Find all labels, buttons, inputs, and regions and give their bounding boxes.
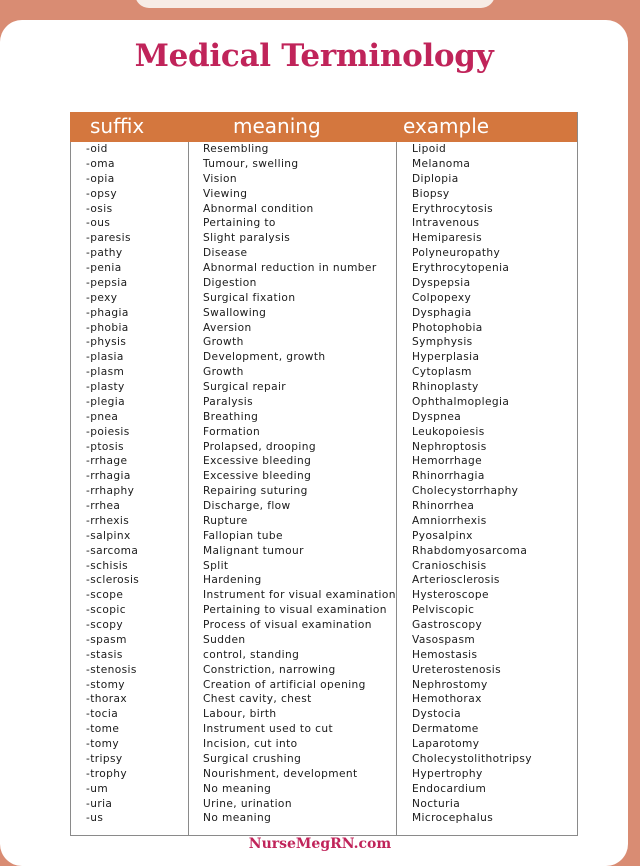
cell-meaning: Discharge, flow — [203, 500, 291, 512]
cell-meaning: Incision, cut into — [203, 738, 298, 750]
cell-meaning: Paralysis — [203, 395, 254, 408]
cell-suffix: -rrhaphy — [86, 485, 135, 498]
cell-suffix: -scopy — [86, 619, 124, 631]
table-row — [70, 484, 577, 499]
cell-example: Vasospasm — [412, 633, 476, 646]
cell-example: Diplopia — [412, 172, 459, 185]
cell-example: Dysphagia — [412, 306, 472, 319]
cell-example: Microcephalus — [412, 812, 494, 825]
cell-suffix: -oma — [86, 157, 115, 170]
cell-suffix: -physis — [86, 336, 127, 349]
table-row — [70, 603, 577, 618]
table-row — [70, 588, 577, 603]
cell-suffix: -ptosis — [86, 440, 124, 453]
page-title: Medical Terminology — [134, 38, 494, 74]
cell-example: Intravenous — [412, 217, 480, 230]
cell-suffix: -rrhage — [86, 455, 128, 468]
cell-example: Cholecystorrhaphy — [412, 485, 519, 498]
table-row — [70, 157, 577, 172]
table-row — [70, 395, 577, 410]
table-row — [70, 321, 577, 336]
cell-meaning: control, standing — [203, 648, 300, 661]
cell-suffix: -pexy — [86, 291, 118, 304]
cell-meaning: Growth — [203, 336, 244, 349]
header-suffix: suffix — [90, 114, 145, 138]
table-header — [70, 112, 577, 142]
table-row — [70, 618, 577, 633]
cell-example: Laparotomy — [412, 738, 480, 750]
cell-suffix: -scope — [86, 589, 124, 602]
cell-meaning: Aversion — [203, 321, 252, 334]
cell-suffix: -osis — [86, 202, 113, 215]
cell-suffix: -plegia — [86, 395, 125, 408]
cell-example: Polyneuropathy — [412, 247, 501, 260]
cell-suffix: -pathy — [86, 247, 123, 260]
cell-suffix: -stasis — [86, 648, 123, 661]
cell-suffix: -plasty — [86, 381, 125, 393]
cell-suffix: -us — [86, 812, 104, 825]
cell-meaning: Disease — [203, 247, 248, 260]
cell-example: Erythrocytosis — [412, 202, 494, 215]
cell-meaning: Split — [203, 559, 229, 572]
cell-suffix: -poiesis — [86, 425, 130, 438]
table-row — [70, 440, 577, 455]
table-row — [70, 529, 577, 544]
table-row — [70, 469, 577, 484]
cell-example: Gastroscopy — [412, 619, 483, 631]
cell-meaning: Instrument for visual examination — [203, 589, 396, 602]
cell-example: Endocardium — [412, 782, 487, 795]
cell-suffix: -opsy — [86, 187, 118, 200]
cell-meaning: Rupture — [203, 514, 248, 527]
cell-meaning: Abnormal condition — [203, 202, 314, 215]
cell-meaning: Repairing suturing — [203, 485, 308, 498]
cell-meaning: Urine, urination — [203, 797, 292, 810]
cell-meaning: Breathing — [203, 410, 259, 423]
cell-suffix: -um — [86, 782, 109, 795]
cell-suffix: -thorax — [86, 693, 128, 706]
table-row — [70, 767, 577, 782]
cell-example: Symphysis — [412, 336, 473, 349]
table-row — [70, 380, 577, 395]
cell-suffix: -uria — [86, 797, 113, 810]
cell-example: Dermatome — [412, 723, 479, 736]
cell-suffix: -phagia — [86, 306, 129, 319]
cell-example: Dyspnea — [412, 410, 462, 423]
cell-example: Hyperplasia — [412, 351, 480, 364]
cell-suffix: -trophy — [86, 767, 128, 780]
cell-meaning: Constriction, narrowing — [203, 663, 336, 676]
table-row — [70, 231, 577, 246]
table-row — [70, 707, 577, 722]
cell-suffix: -sarcoma — [86, 544, 139, 557]
cell-example: Biopsy — [412, 187, 450, 200]
cell-example: Rhinoplasty — [412, 381, 479, 393]
table-row — [70, 187, 577, 202]
cell-suffix: -stomy — [86, 678, 125, 691]
cell-example: Nocturia — [412, 797, 461, 810]
cell-example: Rhinorrhea — [412, 500, 475, 512]
cell-example: Nephroptosis — [412, 440, 487, 453]
cell-example: Hemorrhage — [412, 455, 483, 468]
table-row — [70, 811, 577, 826]
cell-example: Melanoma — [412, 157, 471, 170]
cell-suffix: -ous — [86, 217, 111, 230]
cell-meaning: No meaning — [203, 812, 272, 825]
table-row — [70, 752, 577, 767]
table-row — [70, 306, 577, 321]
cell-example: Ophthalmoplegia — [412, 395, 510, 408]
cell-example: Hemostasis — [412, 648, 478, 661]
footer-site: NurseMegRN.com — [248, 836, 392, 852]
cell-example: Leukopoiesis — [412, 425, 485, 438]
table-row — [70, 425, 577, 440]
cell-example: Hysteroscope — [412, 589, 489, 602]
cell-suffix: -penia — [86, 262, 122, 274]
cell-example: Cranioschisis — [412, 559, 487, 572]
table-row — [70, 454, 577, 469]
table-row — [70, 246, 577, 261]
table-row — [70, 142, 577, 157]
table-row — [70, 544, 577, 559]
cell-example: Cytoplasm — [412, 366, 472, 379]
cell-example: Hemothorax — [412, 693, 482, 706]
cell-meaning: Development, growth — [203, 351, 326, 364]
cell-suffix: -tocia — [86, 708, 119, 721]
cell-meaning: Surgical crushing — [203, 752, 302, 765]
cell-suffix: -stenosis — [86, 663, 137, 676]
cell-meaning: No meaning — [203, 782, 272, 795]
cell-meaning: Slight paralysis — [203, 232, 291, 245]
table-row — [70, 782, 577, 797]
cell-example: Hemiparesis — [412, 232, 482, 245]
table-row — [70, 722, 577, 737]
table-row — [70, 202, 577, 217]
cell-meaning: Surgical repair — [203, 381, 287, 393]
cell-meaning: Swallowing — [203, 306, 267, 319]
header-meaning: meaning — [233, 114, 321, 138]
cell-meaning: Nourishment, development — [203, 767, 358, 780]
cell-meaning: Abnormal reduction in number — [203, 262, 377, 274]
table-row — [70, 559, 577, 574]
cell-meaning: Growth — [203, 366, 244, 379]
table-row — [70, 692, 577, 707]
cell-meaning: Pertaining to — [203, 217, 276, 230]
table-body — [70, 142, 577, 826]
table-row — [70, 499, 577, 514]
cell-meaning: Formation — [203, 425, 261, 438]
cell-meaning: Vision — [203, 172, 238, 185]
cell-meaning: Surgical fixation — [203, 291, 296, 304]
table-row — [70, 365, 577, 380]
top-card-edge — [135, 0, 495, 8]
cell-suffix: -rrhagia — [86, 470, 131, 483]
cell-suffix: -spasm — [86, 633, 127, 646]
cell-suffix: -rrhea — [86, 500, 121, 512]
table-row — [70, 291, 577, 306]
cell-meaning: Chest cavity, chest — [203, 693, 312, 706]
cell-meaning: Excessive bleeding — [203, 455, 312, 468]
table-row — [70, 216, 577, 231]
table-row — [70, 797, 577, 812]
table-row — [70, 410, 577, 425]
cell-example: Photophobia — [412, 321, 483, 334]
cell-suffix: -oid — [86, 143, 108, 155]
cell-meaning: Instrument used to cut — [203, 723, 333, 736]
cell-suffix: -schisis — [86, 559, 129, 572]
table-row — [70, 648, 577, 663]
cell-example: Dystocia — [412, 708, 462, 721]
header-example: example — [403, 114, 490, 138]
table-row — [70, 663, 577, 678]
cell-example: Lipoid — [412, 143, 447, 155]
cell-meaning: Creation of artificial opening — [203, 678, 366, 691]
cell-suffix: -pepsia — [86, 276, 128, 289]
cell-meaning: Prolapsed, drooping — [203, 440, 316, 453]
cell-suffix: -paresis — [86, 232, 131, 245]
cell-example: Amniorrhexis — [412, 514, 487, 527]
cell-meaning: Pertaining to visual examination — [203, 604, 387, 617]
cell-meaning: Excessive bleeding — [203, 470, 312, 483]
table-row — [70, 335, 577, 350]
cell-meaning: Hardening — [203, 574, 262, 587]
cell-suffix: -scopic — [86, 604, 126, 617]
cell-example: Erythrocytopenia — [412, 262, 510, 274]
cell-suffix: -pnea — [86, 410, 119, 423]
table-row — [70, 633, 577, 648]
cell-meaning: Malignant tumour — [203, 544, 304, 557]
table-row — [70, 678, 577, 693]
cell-meaning: Process of visual examination — [203, 619, 372, 631]
cell-example: Nephrostomy — [412, 678, 488, 691]
cell-meaning: Labour, birth — [203, 708, 277, 721]
cell-meaning: Tumour, swelling — [203, 157, 299, 170]
cell-suffix: -rrhexis — [86, 514, 130, 527]
cell-suffix: -tome — [86, 723, 120, 736]
cell-suffix: -tomy — [86, 738, 120, 750]
cell-example: Ureterostenosis — [412, 663, 502, 676]
cell-suffix: -sclerosis — [86, 574, 140, 587]
cell-meaning: Digestion — [203, 276, 257, 289]
cell-example: Hypertrophy — [412, 767, 483, 780]
table-row — [70, 350, 577, 365]
cell-suffix: -salpinx — [86, 529, 131, 542]
table-row — [70, 261, 577, 276]
cell-suffix: -phobia — [86, 321, 129, 334]
cell-example: Rhinorrhagia — [412, 470, 485, 483]
cell-suffix: -plasm — [86, 366, 125, 379]
cell-suffix: -plasia — [86, 351, 124, 364]
cell-meaning: Sudden — [203, 633, 246, 646]
table-row — [70, 172, 577, 187]
cell-example: Rhabdomyosarcoma — [412, 544, 528, 557]
cell-example: Pyosalpinx — [412, 529, 473, 542]
cell-example: Colpopexy — [412, 291, 472, 304]
cell-example: Pelviscopic — [412, 604, 475, 617]
cell-suffix: -opia — [86, 172, 115, 185]
cell-meaning: Resembling — [203, 143, 269, 155]
table-row — [70, 276, 577, 291]
cell-example: Arteriosclerosis — [412, 574, 500, 587]
table-row — [70, 514, 577, 529]
cell-meaning: Viewing — [203, 187, 248, 200]
cell-example: Cholecystolithotripsy — [412, 752, 532, 765]
table-row — [70, 573, 577, 588]
cell-example: Dyspepsia — [412, 276, 471, 289]
table-row — [70, 737, 577, 752]
cell-suffix: -tripsy — [86, 752, 123, 765]
cell-meaning: Fallopian tube — [203, 529, 283, 542]
